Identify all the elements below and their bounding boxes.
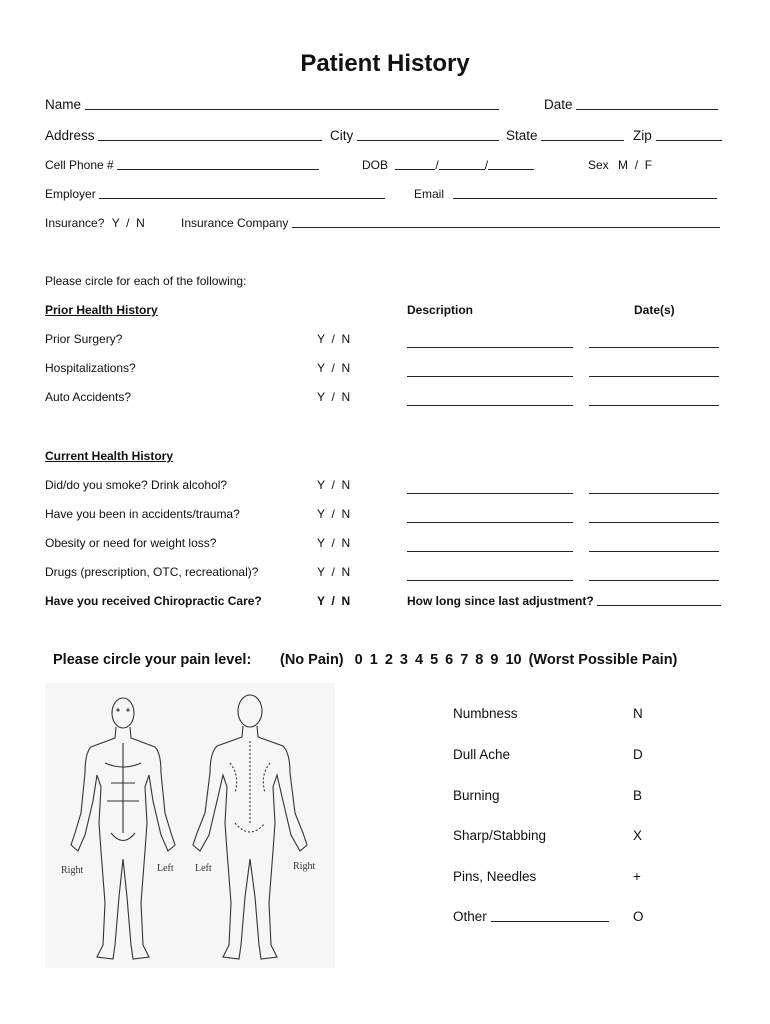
pain-scale xyxy=(280,652,684,668)
last-adjustment-field[interactable] xyxy=(407,594,721,608)
dates-line[interactable] xyxy=(589,404,719,406)
legend-label: Dull Ache xyxy=(453,747,511,762)
prior-history-item-label: Auto Accidents? xyxy=(45,390,132,404)
cell-phone-label: Cell Phone # xyxy=(45,158,114,172)
employer-field[interactable] xyxy=(45,187,385,201)
name-label: Name xyxy=(45,97,82,112)
dates-line[interactable] xyxy=(589,492,719,494)
front-right-label: Right xyxy=(61,865,84,876)
legend-label: Sharp/Stabbing xyxy=(453,828,547,843)
pain-level-option[interactable]: 4 xyxy=(414,652,424,668)
pain-level-option[interactable]: 3 xyxy=(399,652,408,668)
dates-line[interactable] xyxy=(589,579,719,581)
insurance-company-line[interactable] xyxy=(292,226,720,228)
legend-item-label xyxy=(453,869,536,884)
insurance-label: Insurance? xyxy=(45,216,105,230)
dates-line[interactable] xyxy=(589,375,719,377)
dob-day-line[interactable] xyxy=(439,168,485,170)
insurance-field[interactable] xyxy=(45,216,145,230)
email-line[interactable] xyxy=(453,197,717,199)
current-history-item-label: Drugs (prescription, OTC, recreational)? xyxy=(45,565,259,579)
name-line[interactable] xyxy=(85,108,499,110)
legend-symbol: + xyxy=(633,869,641,884)
pain-min-label: (No Pain) xyxy=(280,652,344,668)
legend-symbol: B xyxy=(633,788,643,803)
description-line[interactable] xyxy=(407,521,573,523)
back-left-label: Left xyxy=(195,863,212,874)
prior-history-item-label: Hospitalizations? xyxy=(45,361,136,375)
employer-label: Employer xyxy=(45,187,96,201)
current-history-yn[interactable]: Y / N xyxy=(317,565,351,579)
last-adjustment-label: How long since last adjustment? xyxy=(407,594,594,608)
dob-field[interactable] xyxy=(362,158,534,172)
insurance-company-label: Insurance Company xyxy=(181,216,289,230)
sex-field[interactable] xyxy=(588,158,652,172)
dob-label: DOB xyxy=(362,158,389,172)
pain-level-option[interactable]: 9 xyxy=(490,652,499,668)
state-field[interactable] xyxy=(506,128,624,143)
current-history-yn[interactable]: Y / N xyxy=(317,507,351,521)
city-field[interactable] xyxy=(330,128,499,143)
city-line[interactable] xyxy=(357,139,499,141)
dates-line[interactable] xyxy=(589,550,719,552)
legend-label: Pins, Needles xyxy=(453,869,537,884)
legend-item-label xyxy=(453,909,609,924)
insurance-options[interactable]: Y / N xyxy=(111,216,145,230)
pain-level-option[interactable]: 0 xyxy=(354,652,363,668)
current-history-yn[interactable]: Y / N xyxy=(317,478,351,492)
pain-level-option[interactable]: 10 xyxy=(505,652,522,668)
date-line[interactable] xyxy=(576,108,718,110)
description-line[interactable] xyxy=(407,375,573,377)
current-history-item-label: Did/do you smoke? Drink alcohol? xyxy=(45,478,228,492)
email-label: Email xyxy=(414,187,445,201)
body-diagram[interactable] xyxy=(45,683,335,968)
zip-label: Zip xyxy=(633,128,652,143)
legend-symbol: N xyxy=(633,706,643,721)
front-left-label: Left xyxy=(157,863,174,874)
pain-level-option[interactable]: 8 xyxy=(475,652,484,668)
dob-separator: / xyxy=(435,158,439,172)
description-line[interactable] xyxy=(407,492,573,494)
legend-item-label xyxy=(453,706,518,721)
description-line[interactable] xyxy=(407,579,573,581)
insurance-company-field[interactable] xyxy=(181,216,720,230)
pain-level-label: Please circle your pain level: xyxy=(53,652,252,668)
chiropractic-care-label: Have you received Chiropractic Care? xyxy=(45,594,262,608)
address-field[interactable] xyxy=(45,128,322,143)
chiropractic-care-yn[interactable]: Y / N xyxy=(317,594,351,608)
current-history-item-label: Have you been in accidents/trauma? xyxy=(45,507,240,521)
cell-phone-field[interactable] xyxy=(45,158,319,172)
date-label: Date xyxy=(544,97,573,112)
dates-column-header: Date(s) xyxy=(634,303,675,317)
prior-history-item-label: Prior Surgery? xyxy=(45,332,123,346)
current-history-item-label: Obesity or need for weight loss? xyxy=(45,536,217,550)
prior-history-heading: Prior Health History xyxy=(45,303,158,317)
state-line[interactable] xyxy=(541,139,624,141)
description-line[interactable] xyxy=(407,404,573,406)
pain-level-option[interactable]: 5 xyxy=(430,652,439,668)
prior-history-yn[interactable]: Y / N xyxy=(317,361,351,375)
legend-item-label xyxy=(453,747,510,762)
legend-label: Other xyxy=(453,909,487,924)
last-adjustment-line[interactable] xyxy=(597,604,721,606)
pain-level-option[interactable]: 2 xyxy=(384,652,393,668)
address-line[interactable] xyxy=(98,139,322,141)
sex-options[interactable]: M / F xyxy=(618,158,653,172)
prior-history-yn[interactable]: Y / N xyxy=(317,332,351,346)
prior-history-yn[interactable]: Y / N xyxy=(317,390,351,404)
sex-label: Sex xyxy=(588,158,609,172)
dob-year-line[interactable] xyxy=(488,168,534,170)
dob-month-line[interactable] xyxy=(395,168,435,170)
other-line[interactable] xyxy=(491,920,609,922)
pain-level-option[interactable]: 1 xyxy=(369,652,378,668)
legend-item-label xyxy=(453,788,500,803)
address-label: Address xyxy=(45,128,95,143)
legend-item-label xyxy=(453,828,546,843)
legend-label: Numbness xyxy=(453,706,518,721)
name-field[interactable] xyxy=(45,97,499,112)
city-label: City xyxy=(330,128,354,143)
description-line[interactable] xyxy=(407,550,573,552)
instructions-text: Please circle for each of the following: xyxy=(45,274,247,288)
zip-field[interactable] xyxy=(633,128,722,143)
dob-separator: / xyxy=(484,158,489,172)
zip-line[interactable] xyxy=(656,139,722,141)
employer-line[interactable] xyxy=(99,197,385,199)
description-column-header: Description xyxy=(407,303,474,317)
legend-symbol: X xyxy=(633,828,643,843)
legend-label: Burning xyxy=(453,788,500,803)
state-label: State xyxy=(506,128,538,143)
current-history-heading: Current Health History xyxy=(45,449,174,463)
pain-max-label: (Worst Possible Pain) xyxy=(528,652,678,668)
current-history-yn[interactable]: Y / N xyxy=(317,536,351,550)
page-title: Patient History xyxy=(300,50,470,77)
back-right-label: Right xyxy=(293,861,316,872)
legend-symbol: O xyxy=(633,909,644,924)
date-field[interactable] xyxy=(544,97,718,112)
legend-symbol: D xyxy=(633,747,643,762)
dates-line[interactable] xyxy=(589,346,719,348)
dates-line[interactable] xyxy=(589,521,719,523)
pain-level-option[interactable]: 6 xyxy=(445,652,454,668)
pain-level-option[interactable]: 7 xyxy=(460,652,469,668)
cell-phone-line[interactable] xyxy=(117,168,319,170)
description-line[interactable] xyxy=(407,346,573,348)
email-field[interactable] xyxy=(414,187,717,201)
